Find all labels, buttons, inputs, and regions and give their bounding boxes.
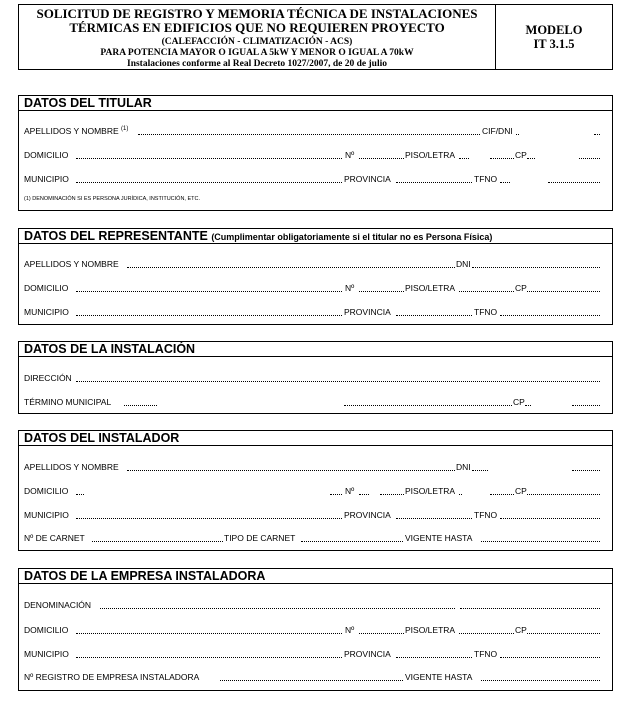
section-note: (Cumplimentar obligatoriamente si el titular no es Persona Física) xyxy=(211,232,493,242)
model-label: MODELO xyxy=(525,23,583,37)
cif-field[interactable] xyxy=(516,125,519,135)
row-termino xyxy=(24,396,607,408)
numero-field[interactable] xyxy=(359,149,404,159)
cp-label: CP xyxy=(515,283,527,293)
piso-label: PISO/LETRA xyxy=(405,625,456,635)
section-title: DATOS DE LA EMPRESA INSTALADORA xyxy=(19,569,612,584)
piso-field[interactable] xyxy=(459,624,514,634)
cp-field[interactable] xyxy=(527,282,600,292)
numero-field-2[interactable] xyxy=(380,485,404,495)
tfno-label: TFNO xyxy=(474,174,498,184)
domicilio-field[interactable] xyxy=(76,149,342,159)
cif-label: CIF/DNI xyxy=(482,126,513,136)
piso-field[interactable] xyxy=(459,485,462,495)
form-title-line1: SOLICITUD DE REGISTRO Y MEMORIA TÉCNICA DE INSTALACIONES xyxy=(36,6,478,21)
provincia-label: PROVINCIA xyxy=(344,649,391,659)
row-direccion xyxy=(24,372,607,384)
vigente-field[interactable] xyxy=(481,532,600,542)
row-domicilio xyxy=(24,282,607,294)
numero-label: Nº xyxy=(345,486,355,496)
tfno-field[interactable] xyxy=(500,509,600,519)
cp-label: CP xyxy=(513,397,525,407)
section-representante xyxy=(18,228,613,325)
model-code: IT 3.1.5 xyxy=(533,37,575,51)
cp-field[interactable] xyxy=(527,624,600,634)
tfno-label: TFNO xyxy=(474,307,498,317)
denominacion-field[interactable] xyxy=(100,599,455,609)
municipio-label: MUNICIPIO xyxy=(24,649,69,659)
carnet-label: Nº DE CARNET xyxy=(24,533,85,543)
municipio-label: MUNICIPIO xyxy=(24,174,69,184)
dni-field[interactable] xyxy=(472,461,488,471)
row-municipio xyxy=(24,648,607,660)
termino-label: TÉRMINO MUNICIPAL xyxy=(24,397,112,407)
row-apellidos xyxy=(24,461,607,473)
dni-field-2[interactable] xyxy=(572,461,600,471)
cif-field-end[interactable] xyxy=(594,125,600,135)
apellidos-label: APELLIDOS Y NOMBRE xyxy=(24,259,119,269)
row-registro xyxy=(24,671,607,683)
tfno-label: TFNO xyxy=(474,510,498,520)
section-instalacion xyxy=(18,341,613,414)
vigente-label: VIGENTE HASTA xyxy=(405,533,473,543)
section-instalador xyxy=(18,430,613,551)
row-denominacion xyxy=(24,599,607,611)
piso-label: PISO/LETRA xyxy=(405,283,456,293)
section-empresa xyxy=(18,568,613,691)
domicilio-field[interactable] xyxy=(76,624,342,634)
domicilio-label: DOMICILIO xyxy=(24,150,69,160)
provincia-field[interactable] xyxy=(396,306,472,316)
numero-label: Nº xyxy=(345,283,355,293)
apellidos-field[interactable] xyxy=(127,258,455,268)
provincia-field[interactable] xyxy=(396,648,472,658)
numero-label: Nº xyxy=(345,150,355,160)
carnet-field[interactable] xyxy=(92,532,223,542)
denominacion-label: DENOMINACIÓN xyxy=(24,600,92,610)
row-municipio xyxy=(24,509,607,521)
domicilio-field[interactable] xyxy=(76,282,342,292)
apellidos-label: APELLIDOS Y NOMBRE $^{(1)}$ xyxy=(24,126,129,136)
tipo-carnet-field[interactable] xyxy=(301,532,403,542)
municipio-field[interactable] xyxy=(76,173,342,183)
form-subtitle-power: PARA POTENCIA MAYOR O IGUAL A 5kW Y MENOR O IGUAL A 70kW xyxy=(100,48,414,58)
form-subtitle-scope: (CALEFACCIÓN - CLIMATIZACIÓN - ACS) xyxy=(161,37,353,47)
dni-label: DNI xyxy=(456,462,471,472)
piso-field-2[interactable] xyxy=(490,485,514,495)
piso-field-2[interactable] xyxy=(490,149,514,159)
provincia-field[interactable] xyxy=(396,173,472,183)
municipio-field[interactable] xyxy=(76,306,342,316)
direccion-label: DIRECCIÓN xyxy=(24,373,72,383)
cp-field[interactable] xyxy=(527,485,600,495)
cp-label: CP xyxy=(515,150,527,160)
termino-field[interactable] xyxy=(124,396,157,406)
direccion-field[interactable] xyxy=(76,372,600,382)
form-subtitle-decree: Instalaciones conforme al Real Decreto 1027/2007, de 20 de julio xyxy=(127,59,387,69)
numero-field[interactable] xyxy=(359,282,404,292)
domicilio-label: DOMICILIO xyxy=(24,283,69,293)
termino-field-2[interactable] xyxy=(344,396,512,406)
numero-label: Nº xyxy=(345,625,355,635)
registro-label: Nº REGISTRO DE EMPRESA INSTALADORA xyxy=(24,672,200,682)
section-titular xyxy=(18,95,613,211)
row-apellidos xyxy=(24,258,607,270)
cp-label: CP xyxy=(515,486,527,496)
apellidos-field[interactable] xyxy=(127,461,455,471)
footnote: (1) DENOMINACIÓN SI ES PERSONA JURÍDICA, INSTITUCIÓN, ETC. xyxy=(24,196,201,202)
row-municipio xyxy=(24,306,607,318)
provincia-label: PROVINCIA xyxy=(344,510,391,520)
section-title: DATOS DEL REPRESENTANTE (Cumplimentar obligatoriamente si el titular no es Persona Física) xyxy=(19,229,612,244)
registro-field[interactable] xyxy=(220,671,403,681)
dni-label: DNI xyxy=(456,259,471,269)
apellidos-label: APELLIDOS Y NOMBRE xyxy=(24,462,119,472)
provincia-label: PROVINCIA xyxy=(344,307,391,317)
domicilio-field-2[interactable] xyxy=(330,485,342,495)
vigente-label: VIGENTE HASTA xyxy=(405,672,473,682)
dni-field[interactable] xyxy=(472,258,600,268)
piso-label: PISO/LETRA xyxy=(405,150,456,160)
vigente-field[interactable] xyxy=(481,671,600,681)
model-box xyxy=(495,4,613,70)
section-title: DATOS DEL TITULAR xyxy=(19,96,612,111)
tfno-field[interactable] xyxy=(500,648,600,658)
apellidos-field[interactable] xyxy=(138,125,480,135)
piso-field[interactable] xyxy=(459,149,469,159)
section-title: DATOS DEL INSTALADOR xyxy=(19,431,612,446)
tfno-field-2[interactable] xyxy=(548,173,600,183)
tfno-field[interactable] xyxy=(500,173,510,183)
municipio-label: MUNICIPIO xyxy=(24,307,69,317)
numero-field[interactable] xyxy=(359,624,404,634)
form-title-line2: TÉRMICAS EN EDIFICIOS QUE NO REQUIEREN PROYECTO xyxy=(69,20,445,35)
tfno-label: TFNO xyxy=(474,649,498,659)
domicilio-label: DOMICILIO xyxy=(24,486,69,496)
piso-label: PISO/LETRA xyxy=(405,486,456,496)
row-domicilio xyxy=(24,485,607,497)
row-domicilio xyxy=(24,624,607,636)
domicilio-field[interactable] xyxy=(76,485,84,495)
numero-field[interactable] xyxy=(359,485,369,495)
municipio-label: MUNICIPIO xyxy=(24,510,69,520)
footnote-mark: (1) xyxy=(121,126,129,132)
cp-field[interactable] xyxy=(525,396,531,406)
domicilio-label: DOMICILIO xyxy=(24,625,69,635)
municipio-field[interactable] xyxy=(76,509,342,519)
row-municipio xyxy=(24,173,607,185)
provincia-label: PROVINCIA xyxy=(344,174,391,184)
cp-label: CP xyxy=(515,625,527,635)
row-domicilio xyxy=(24,149,607,161)
denominacion-field-2[interactable] xyxy=(460,599,600,609)
municipio-field[interactable] xyxy=(76,648,342,658)
row-apellidos xyxy=(24,125,607,137)
row-carnet xyxy=(24,532,607,544)
tfno-field[interactable] xyxy=(500,306,600,316)
cp-field[interactable] xyxy=(527,149,535,159)
section-title: DATOS DE LA INSTALACIÓN xyxy=(19,342,612,357)
cp-field-2[interactable] xyxy=(572,396,600,406)
provincia-field[interactable] xyxy=(396,509,472,519)
tipo-carnet-label: TIPO DE CARNET xyxy=(224,533,296,543)
cp-field-2[interactable] xyxy=(579,149,600,159)
piso-field[interactable] xyxy=(459,282,514,292)
